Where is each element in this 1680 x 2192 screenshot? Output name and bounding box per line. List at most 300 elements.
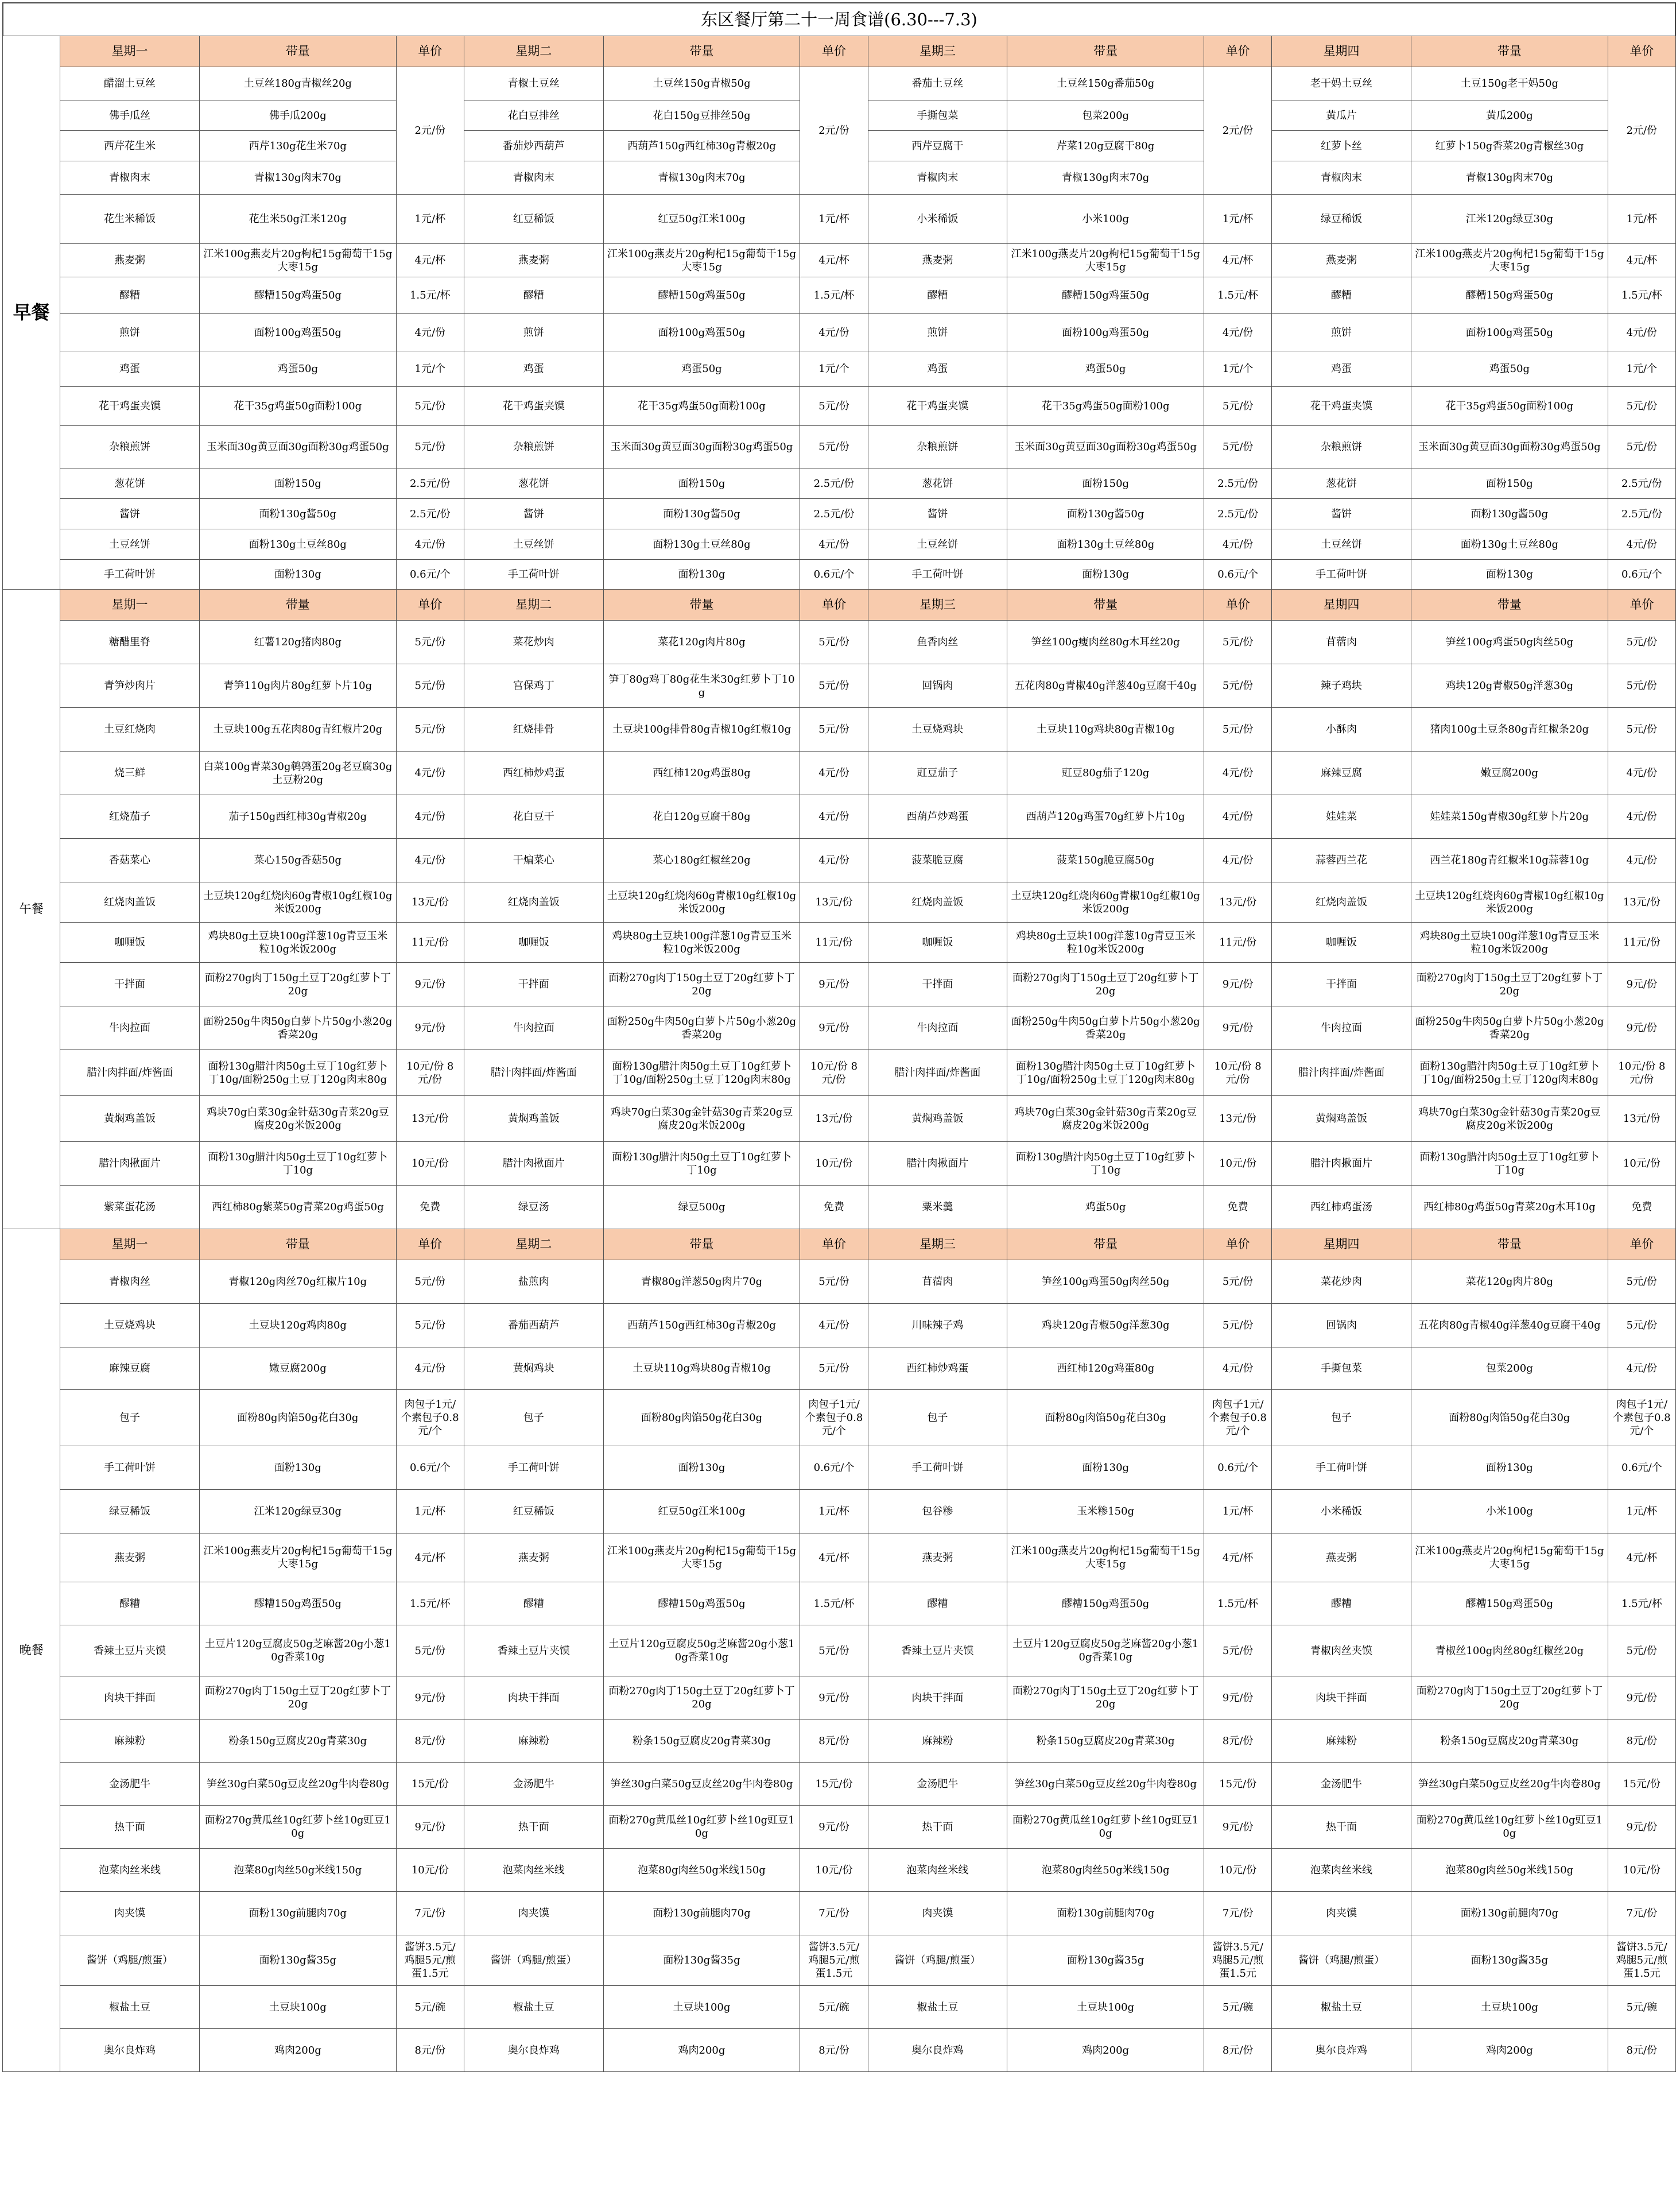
- dish-price: 2.5元/份: [396, 468, 464, 499]
- dish-amount: 鸡肉200g: [1007, 2029, 1204, 2072]
- dish-price: 10元/份: [800, 1142, 868, 1186]
- dinner-row: [3, 2029, 1676, 2072]
- dish-name: 土豆丝饼: [868, 529, 1007, 560]
- dinner-row: [3, 1719, 1676, 1763]
- dish-amount: 土豆丝150g番茄50g: [1007, 67, 1204, 100]
- dish-amount: 笋丝100g鸡蛋50g肉丝50g: [1007, 1260, 1204, 1304]
- dish-amount: 西红柿120g鸡蛋80g: [603, 752, 800, 795]
- menu-table: [2, 36, 1676, 2072]
- dish-amount: 鸡蛋50g: [1007, 1186, 1204, 1229]
- dish-name: 腊汁肉揪面片: [1272, 1142, 1411, 1186]
- dish-price: 13元/份: [1608, 1096, 1675, 1142]
- dish-amount: 面粉250g牛肉50g白萝卜片50g小葱20g香菜20g: [1007, 1006, 1204, 1050]
- dish-name: 香辣土豆片夹馍: [464, 1625, 603, 1676]
- dish-price: 4元/份: [396, 752, 464, 795]
- dish-amount: 西芹130g花生米70g: [199, 131, 396, 161]
- dish-amount: 面粉270g黄瓜丝10g红萝卜丝10g豇豆10g: [1007, 1806, 1204, 1849]
- dish-name: 青椒肉丝夹馍: [1272, 1625, 1411, 1676]
- dish-amount: 面粉80g肉馅50g花白30g: [1411, 1390, 1608, 1446]
- dish-price: 1元/杯: [1204, 195, 1272, 244]
- dish-price: 1.5元/杯: [1204, 277, 1272, 314]
- dish-amount: 土豆块110g鸡块80g青椒10g: [1007, 708, 1204, 752]
- dish-name: 花干鸡蛋夹馍: [60, 387, 200, 426]
- dish-amount: 青椒120g肉丝70g红椒片10g: [199, 1260, 396, 1304]
- dish-name: 番茄土豆丝: [868, 67, 1007, 100]
- dish-name: 黄焖鸡盖饭: [1272, 1096, 1411, 1142]
- dish-price: 5元/份: [396, 426, 464, 468]
- dish-price: 4元/杯: [396, 244, 464, 277]
- dish-price: 4元/份: [1204, 795, 1272, 839]
- dish-price: 13元/份: [396, 1096, 464, 1142]
- dish-amount: 面粉100g鸡蛋50g: [603, 314, 800, 351]
- dish-name: 燕麦粥: [464, 244, 603, 277]
- dish-price: 1.5元/杯: [396, 1582, 464, 1625]
- dish-name: 土豆烧鸡块: [868, 708, 1007, 752]
- dish-price: 2.5元/份: [1608, 468, 1675, 499]
- breakfast-label: 早餐: [3, 36, 60, 590]
- dish-price: 4元/杯: [396, 1533, 464, 1582]
- breakfast-row: [3, 314, 1676, 351]
- dish-amount: 鸡块70g白菜30g金针菇30g青菜20g豆腐皮20g米饭200g: [603, 1096, 800, 1142]
- dish-amount: 江米100g燕麦片20g枸杞15g葡萄干15g大枣15g: [603, 244, 800, 277]
- dish-name: 花干鸡蛋夹馍: [868, 387, 1007, 426]
- dish-name: 红烧肉盖饭: [868, 882, 1007, 923]
- dish-amount: 笋丝30g白菜50g豆皮丝20g牛肉卷80g: [1411, 1763, 1608, 1806]
- dish-amount: 粉条150g豆腐皮20g青菜30g: [199, 1719, 396, 1763]
- dish-price: 酱饼3.5元/鸡腿5元/煎蛋1.5元: [1204, 1935, 1272, 1986]
- dish-name: 手工荷叶饼: [868, 1446, 1007, 1490]
- dish-name: 酱饼（鸡腿/煎蛋）: [868, 1935, 1007, 1986]
- dish-amount: 茄子150g西红柿30g青椒20g: [199, 795, 396, 839]
- dish-amount: 面粉130g: [603, 1446, 800, 1490]
- dish-name: 酱饼: [464, 499, 603, 529]
- dish-price: 5元/份: [1204, 1260, 1272, 1304]
- dinner-row: [3, 1625, 1676, 1676]
- dish-price: 4元/份: [1204, 1347, 1272, 1390]
- price-header: 单价: [1608, 590, 1675, 621]
- dish-amount: 鸡蛋50g: [199, 351, 396, 387]
- dish-amount: 面粉130g腊汁肉50g土豆丁10g红萝卜丁10g: [1007, 1142, 1204, 1186]
- dish-name: 麻辣粉: [868, 1719, 1007, 1763]
- dish-price: 13元/份: [1608, 882, 1675, 923]
- dish-name: 金汤肥牛: [1272, 1763, 1411, 1806]
- menu-body: [3, 36, 1676, 2072]
- dish-amount: 佛手瓜200g: [199, 100, 396, 131]
- dish-name: 泡菜肉丝米线: [464, 1849, 603, 1892]
- dish-amount: 面粉130g腊汁肉50g土豆丁10g红萝卜丁10g/面粉250g土豆丁120g肉末80g: [1007, 1050, 1204, 1096]
- dish-amount: 青椒130g肉末70g: [1411, 161, 1608, 195]
- price-header: 单价: [396, 1229, 464, 1260]
- dish-price: 0.6元/个: [1204, 1446, 1272, 1490]
- dish-name: 燕麦粥: [868, 244, 1007, 277]
- dish-name: 手撕包菜: [868, 100, 1007, 131]
- dish-price: 9元/份: [1608, 1676, 1675, 1719]
- dish-price: 13元/份: [1204, 882, 1272, 923]
- dish-price: 8元/份: [1608, 2029, 1675, 2072]
- dish-amount: 土豆块100g: [199, 1986, 396, 2029]
- dish-name: 葱花饼: [464, 468, 603, 499]
- dish-name: 燕麦粥: [464, 1533, 603, 1582]
- dish-amount: 土豆块100g: [1007, 1986, 1204, 2029]
- dish-name: 干拌面: [464, 963, 603, 1006]
- dish-amount: 土豆片120g豆腐皮50g芝麻酱20g小葱10g香菜10g: [1007, 1625, 1204, 1676]
- dish-price: 4元/份: [396, 839, 464, 882]
- dish-price: 13元/份: [800, 882, 868, 923]
- dish-name: 绿豆汤: [464, 1186, 603, 1229]
- dish-name: 肉夹馍: [464, 1892, 603, 1935]
- dish-price: 8元/份: [1608, 1719, 1675, 1763]
- dish-name: 煎饼: [464, 314, 603, 351]
- dish-name: 苜蓿肉: [868, 1260, 1007, 1304]
- dish-name: 热干面: [464, 1806, 603, 1849]
- dish-amount: 鸡块70g白菜30g金针菇30g青菜20g豆腐皮20g米饭200g: [1007, 1096, 1204, 1142]
- dish-name: 麻辣豆腐: [1272, 752, 1411, 795]
- dish-amount: 鸡肉200g: [1411, 2029, 1608, 2072]
- dish-name: 煎饼: [1272, 314, 1411, 351]
- lunch-header-row: [3, 590, 1676, 621]
- day-header: 星期二: [464, 590, 603, 621]
- dish-price: 9元/份: [800, 1806, 868, 1849]
- dish-price: 1.5元/杯: [800, 1582, 868, 1625]
- dish-price: 2元/份: [1204, 67, 1272, 195]
- dish-price: 4元/份: [800, 839, 868, 882]
- dish-name: 干拌面: [868, 963, 1007, 1006]
- dish-name: 醪糟: [464, 1582, 603, 1625]
- dish-name: 回锅肉: [868, 664, 1007, 708]
- dish-amount: 面粉270g肉丁150g土豆丁20g红萝卜丁20g: [1007, 1676, 1204, 1719]
- dish-name: 咖喱饭: [60, 923, 200, 963]
- dish-amount: 红豆50g江米100g: [603, 195, 800, 244]
- dish-name: 酱饼（鸡腿/煎蛋）: [60, 1935, 200, 1986]
- dish-name: 小米稀饭: [868, 195, 1007, 244]
- dish-name: 酱饼（鸡腿/煎蛋）: [1272, 1935, 1411, 1986]
- dish-price: 5元/份: [1608, 387, 1675, 426]
- dish-price: 13元/份: [800, 1096, 868, 1142]
- dish-price: 1元/杯: [396, 1490, 464, 1533]
- dish-name: 腊汁肉揪面片: [464, 1142, 603, 1186]
- dish-amount: 红豆50g江米100g: [603, 1490, 800, 1533]
- dish-name: 红烧肉盖饭: [60, 882, 200, 923]
- dish-amount: 青椒130g肉末70g: [199, 161, 396, 195]
- dish-price: 9元/份: [1204, 1806, 1272, 1849]
- dish-price: 1元/个: [1204, 351, 1272, 387]
- dish-amount: 鸡肉200g: [603, 2029, 800, 2072]
- dish-amount: 江米120g绿豆30g: [1411, 195, 1608, 244]
- dish-price: 9元/份: [1204, 1006, 1272, 1050]
- dish-amount: 醪糟150g鸡蛋50g: [1411, 1582, 1608, 1625]
- dinner-row: [3, 1763, 1676, 1806]
- dish-amount: 面粉100g鸡蛋50g: [1411, 314, 1608, 351]
- dish-amount: 西红柿80g紫菜50g青菜20g鸡蛋50g: [199, 1186, 396, 1229]
- dish-price: 5元/份: [1608, 621, 1675, 664]
- dish-amount: 面粉130g腊汁肉50g土豆丁10g红萝卜丁10g: [1411, 1142, 1608, 1186]
- dish-amount: 西兰花180g青红椒米10g蒜蓉10g: [1411, 839, 1608, 882]
- breakfast-row: [3, 351, 1676, 387]
- day-header: 星期四: [1272, 1229, 1411, 1260]
- dish-name: 燕麦粥: [60, 1533, 200, 1582]
- dish-price: 10元/份: [1204, 1849, 1272, 1892]
- dish-price: 免费: [396, 1186, 464, 1229]
- price-header: 单价: [800, 1229, 868, 1260]
- dish-amount: 青椒130g肉末70g: [1007, 161, 1204, 195]
- dish-price: 15元/份: [1204, 1763, 1272, 1806]
- dinner-row: [3, 1446, 1676, 1490]
- day-header: 星期三: [868, 36, 1007, 67]
- lunch-row: [3, 923, 1676, 963]
- dish-amount: 菜心180g红椒丝20g: [603, 839, 800, 882]
- dish-amount: 鸡蛋50g: [603, 351, 800, 387]
- dish-amount: 土豆片120g豆腐皮50g芝麻酱20g小葱10g香菜10g: [199, 1625, 396, 1676]
- dish-amount: 面粉150g: [199, 468, 396, 499]
- dish-name: 酱饼: [868, 499, 1007, 529]
- dish-price: 5元/份: [1204, 426, 1272, 468]
- dish-price: 7元/份: [1204, 1892, 1272, 1935]
- dish-price: 酱饼3.5元/鸡腿5元/煎蛋1.5元: [396, 1935, 464, 1986]
- dish-amount: 面粉270g黄瓜丝10g红萝卜丝10g豇豆10g: [199, 1806, 396, 1849]
- price-header: 单价: [396, 590, 464, 621]
- dish-amount: 面粉150g: [603, 468, 800, 499]
- dish-name: 牛肉拉面: [1272, 1006, 1411, 1050]
- dish-price: 9元/份: [1608, 1806, 1675, 1849]
- dish-name: 手工荷叶饼: [464, 1446, 603, 1490]
- dish-amount: 红萝卜150g香菜20g青椒丝30g: [1411, 131, 1608, 161]
- dish-amount: 醪糟150g鸡蛋50g: [1411, 277, 1608, 314]
- dish-name: 腊汁肉拌面/炸酱面: [60, 1050, 200, 1096]
- dish-name: 包子: [464, 1390, 603, 1446]
- dish-name: 宫保鸡丁: [464, 664, 603, 708]
- dish-price: 0.6元/个: [800, 560, 868, 590]
- dish-name: 黄焖鸡盖饭: [464, 1096, 603, 1142]
- dish-price: 0.6元/个: [1204, 560, 1272, 590]
- dish-name: 花白豆干: [464, 795, 603, 839]
- dish-amount: 玉米糁150g: [1007, 1490, 1204, 1533]
- dish-price: 9元/份: [1204, 963, 1272, 1006]
- lunch-row: [3, 882, 1676, 923]
- dish-price: 11元/份: [800, 923, 868, 963]
- dish-name: 烧三鲜: [60, 752, 200, 795]
- amount-header: 带量: [1007, 36, 1204, 67]
- dish-price: 9元/份: [396, 1006, 464, 1050]
- dish-amount: 黄瓜200g: [1411, 100, 1608, 131]
- dish-price: 1元/杯: [800, 1490, 868, 1533]
- day-header: 星期四: [1272, 36, 1411, 67]
- dish-price: 2.5元/份: [396, 499, 464, 529]
- dish-name: 鸡蛋: [1272, 351, 1411, 387]
- dish-price: 肉包子1元/个素包子0.8元/个: [800, 1390, 868, 1446]
- dish-name: 鸡蛋: [60, 351, 200, 387]
- amount-header: 带量: [603, 1229, 800, 1260]
- dish-price: 5元/份: [1608, 664, 1675, 708]
- dish-name: 香辣土豆片夹馍: [60, 1625, 200, 1676]
- dish-amount: 面粉130g腊汁肉50g土豆丁10g红萝卜丁10g/面粉250g土豆丁120g肉末80g: [603, 1050, 800, 1096]
- lunch-row: [3, 708, 1676, 752]
- dish-name: 燕麦粥: [1272, 1533, 1411, 1582]
- dish-amount: 鸡块120g青椒50g洋葱30g: [1007, 1304, 1204, 1347]
- lunch-row: [3, 963, 1676, 1006]
- dish-name: 青椒肉末: [1272, 161, 1411, 195]
- dish-amount: 西葫芦150g西红柿30g青椒20g: [603, 1304, 800, 1347]
- dish-price: 9元/份: [1204, 1676, 1272, 1719]
- dish-price: 5元/份: [800, 1625, 868, 1676]
- dish-name: 绿豆稀饭: [1272, 195, 1411, 244]
- dish-name: 金汤肥牛: [464, 1763, 603, 1806]
- dish-amount: 面粉270g肉丁150g土豆丁20g红萝卜丁20g: [1411, 1676, 1608, 1719]
- dish-price: 5元/份: [800, 708, 868, 752]
- dish-price: 10元/份 8元/份: [800, 1050, 868, 1096]
- dish-price: 4元/份: [396, 314, 464, 351]
- dish-amount: 面粉270g肉丁150g土豆丁20g红萝卜丁20g: [603, 1676, 800, 1719]
- dish-amount: 面粉130g土豆丝80g: [603, 529, 800, 560]
- dish-price: 1元/个: [800, 351, 868, 387]
- dish-amount: 玉米面30g黄豆面30g面粉30g鸡蛋50g: [199, 426, 396, 468]
- dish-amount: 包菜200g: [1411, 1347, 1608, 1390]
- dish-amount: 粉条150g豆腐皮20g青菜30g: [1007, 1719, 1204, 1763]
- dish-name: 西葫芦炒鸡蛋: [868, 795, 1007, 839]
- dish-amount: 包菜200g: [1007, 100, 1204, 131]
- dish-price: 4元/份: [1204, 752, 1272, 795]
- dish-amount: 粉条150g豆腐皮20g青菜30g: [1411, 1719, 1608, 1763]
- dish-name: 椒盐土豆: [60, 1986, 200, 2029]
- dish-price: 7元/份: [396, 1892, 464, 1935]
- breakfast-row: [3, 560, 1676, 590]
- dish-amount: 面粉130g前腿肉70g: [603, 1892, 800, 1935]
- dish-amount: 鸡块80g土豆块100g洋葱10g青豆玉米粒10g米饭200g: [603, 923, 800, 963]
- dish-name: 鸡蛋: [464, 351, 603, 387]
- dish-name: 糖醋里脊: [60, 621, 200, 664]
- dish-name: 牛肉拉面: [464, 1006, 603, 1050]
- dish-amount: 面粉270g黄瓜丝10g红萝卜丝10g豇豆10g: [1411, 1806, 1608, 1849]
- dish-price: 4元/份: [800, 795, 868, 839]
- dish-price: 2.5元/份: [1608, 499, 1675, 529]
- dish-name: 肉块干拌面: [464, 1676, 603, 1719]
- dish-price: 5元/份: [396, 1304, 464, 1347]
- amount-header: 带量: [603, 36, 800, 67]
- dish-amount: 面粉270g肉丁150g土豆丁20g红萝卜丁20g: [1007, 963, 1204, 1006]
- dish-amount: 面粉130g酱50g: [1411, 499, 1608, 529]
- amount-header: 带量: [1411, 590, 1608, 621]
- dish-price: 5元/份: [1204, 621, 1272, 664]
- dish-amount: 江米100g燕麦片20g枸杞15g葡萄干15g大枣15g: [603, 1533, 800, 1582]
- dish-price: 5元/份: [800, 426, 868, 468]
- dish-name: 醪糟: [1272, 1582, 1411, 1625]
- dish-name: 回锅肉: [1272, 1304, 1411, 1347]
- dish-name: 酱饼（鸡腿/煎蛋）: [464, 1935, 603, 1986]
- dish-name: 青椒肉末: [464, 161, 603, 195]
- dish-price: 4元/份: [1204, 839, 1272, 882]
- dish-amount: 鸡块80g土豆块100g洋葱10g青豆玉米粒10g米饭200g: [1007, 923, 1204, 963]
- dish-amount: 面粉100g鸡蛋50g: [199, 314, 396, 351]
- dish-price: 4元/份: [396, 1347, 464, 1390]
- dish-price: 1元/杯: [800, 195, 868, 244]
- dish-amount: 笋丁80g鸡丁80g花生米30g红萝卜丁10g: [603, 664, 800, 708]
- dish-name: 粟米羹: [868, 1186, 1007, 1229]
- dish-name: 杂粮煎饼: [60, 426, 200, 468]
- dish-amount: 面粉130g酱35g: [199, 1935, 396, 1986]
- dish-name: 小米稀饭: [1272, 1490, 1411, 1533]
- dish-name: 红烧茄子: [60, 795, 200, 839]
- dish-price: 5元/份: [1204, 1625, 1272, 1676]
- dish-price: 5元/碗: [1608, 1986, 1675, 2029]
- dish-price: 5元/份: [1608, 426, 1675, 468]
- dish-name: 腊汁肉拌面/炸酱面: [1272, 1050, 1411, 1096]
- price-header: 单价: [1204, 36, 1272, 67]
- dish-price: 4元/份: [396, 529, 464, 560]
- price-header: 单价: [1608, 36, 1675, 67]
- dish-price: 10元/份: [396, 1142, 464, 1186]
- breakfast-header-row: [3, 36, 1676, 67]
- dish-amount: 花干35g鸡蛋50g面粉100g: [1411, 387, 1608, 426]
- dish-amount: 面粉250g牛肉50g白萝卜片50g小葱20g香菜20g: [199, 1006, 396, 1050]
- dish-price: 9元/份: [396, 1806, 464, 1849]
- dinner-row: [3, 1849, 1676, 1892]
- day-header: 星期三: [868, 590, 1007, 621]
- dish-name: 椒盐土豆: [1272, 1986, 1411, 2029]
- dish-price: 5元/份: [800, 664, 868, 708]
- dish-amount: 菜花120g肉片80g: [1411, 1260, 1608, 1304]
- dish-price: 5元/份: [396, 1625, 464, 1676]
- dinner-row: [3, 1806, 1676, 1849]
- dish-amount: 小米100g: [1007, 195, 1204, 244]
- dish-price: 4元/杯: [800, 244, 868, 277]
- dish-price: 5元/份: [1608, 708, 1675, 752]
- dish-price: 5元/份: [1204, 387, 1272, 426]
- dish-name: 红烧肉盖饭: [464, 882, 603, 923]
- dish-name: 青椒土豆丝: [464, 67, 603, 100]
- dish-amount: 菜花120g肉片80g: [603, 621, 800, 664]
- dish-name: 西红柿炒鸡蛋: [464, 752, 603, 795]
- dish-name: 煎饼: [60, 314, 200, 351]
- dish-price: 10元/份: [1204, 1142, 1272, 1186]
- dish-amount: 五花肉80g青椒40g洋葱40g豆腐干40g: [1007, 664, 1204, 708]
- dish-price: 5元/份: [396, 387, 464, 426]
- dish-name: 醪糟: [868, 1582, 1007, 1625]
- dish-price: 4元/杯: [1204, 244, 1272, 277]
- dish-price: 4元/份: [1608, 752, 1675, 795]
- lunch-row: [3, 1142, 1676, 1186]
- breakfast-row: [3, 468, 1676, 499]
- dish-amount: 青椒130g肉末70g: [603, 161, 800, 195]
- dish-price: 4元/份: [1608, 839, 1675, 882]
- dish-price: 2.5元/份: [800, 468, 868, 499]
- amount-header: 带量: [199, 36, 396, 67]
- dish-price: 4元/份: [800, 314, 868, 351]
- dish-amount: 土豆块120g红烧肉60g青椒10g红椒10g米饭200g: [1007, 882, 1204, 923]
- dish-name: 土豆红烧肉: [60, 708, 200, 752]
- dish-amount: 醪糟150g鸡蛋50g: [1007, 1582, 1204, 1625]
- dish-price: 2.5元/份: [800, 499, 868, 529]
- dish-name: 苜蓿肉: [1272, 621, 1411, 664]
- dish-amount: 面粉130g前腿肉70g: [199, 1892, 396, 1935]
- dish-amount: 醪糟150g鸡蛋50g: [603, 1582, 800, 1625]
- dish-amount: 红薯120g猪肉80g: [199, 621, 396, 664]
- dish-price: 2元/份: [396, 67, 464, 195]
- dish-amount: 土豆块110g鸡块80g青椒10g: [603, 1347, 800, 1390]
- dish-name: 牛肉拉面: [868, 1006, 1007, 1050]
- dish-name: 醪糟: [60, 1582, 200, 1625]
- dish-price: 0.6元/个: [800, 1446, 868, 1490]
- dish-name: 醪糟: [60, 277, 200, 314]
- dish-name: 腊汁肉拌面/炸酱面: [868, 1050, 1007, 1096]
- dish-name: 青笋炒肉片: [60, 664, 200, 708]
- dish-amount: 五花肉80g青椒40g洋葱40g豆腐干40g: [1411, 1304, 1608, 1347]
- dish-amount: 面粉130g: [199, 1446, 396, 1490]
- dish-price: 4元/杯: [1204, 1533, 1272, 1582]
- dish-name: 土豆丝饼: [1272, 529, 1411, 560]
- dinner-row: [3, 1582, 1676, 1625]
- dish-price: 2.5元/份: [1204, 468, 1272, 499]
- dish-name: 奥尔良炸鸡: [1272, 2029, 1411, 2072]
- dish-name: 咖喱饭: [464, 923, 603, 963]
